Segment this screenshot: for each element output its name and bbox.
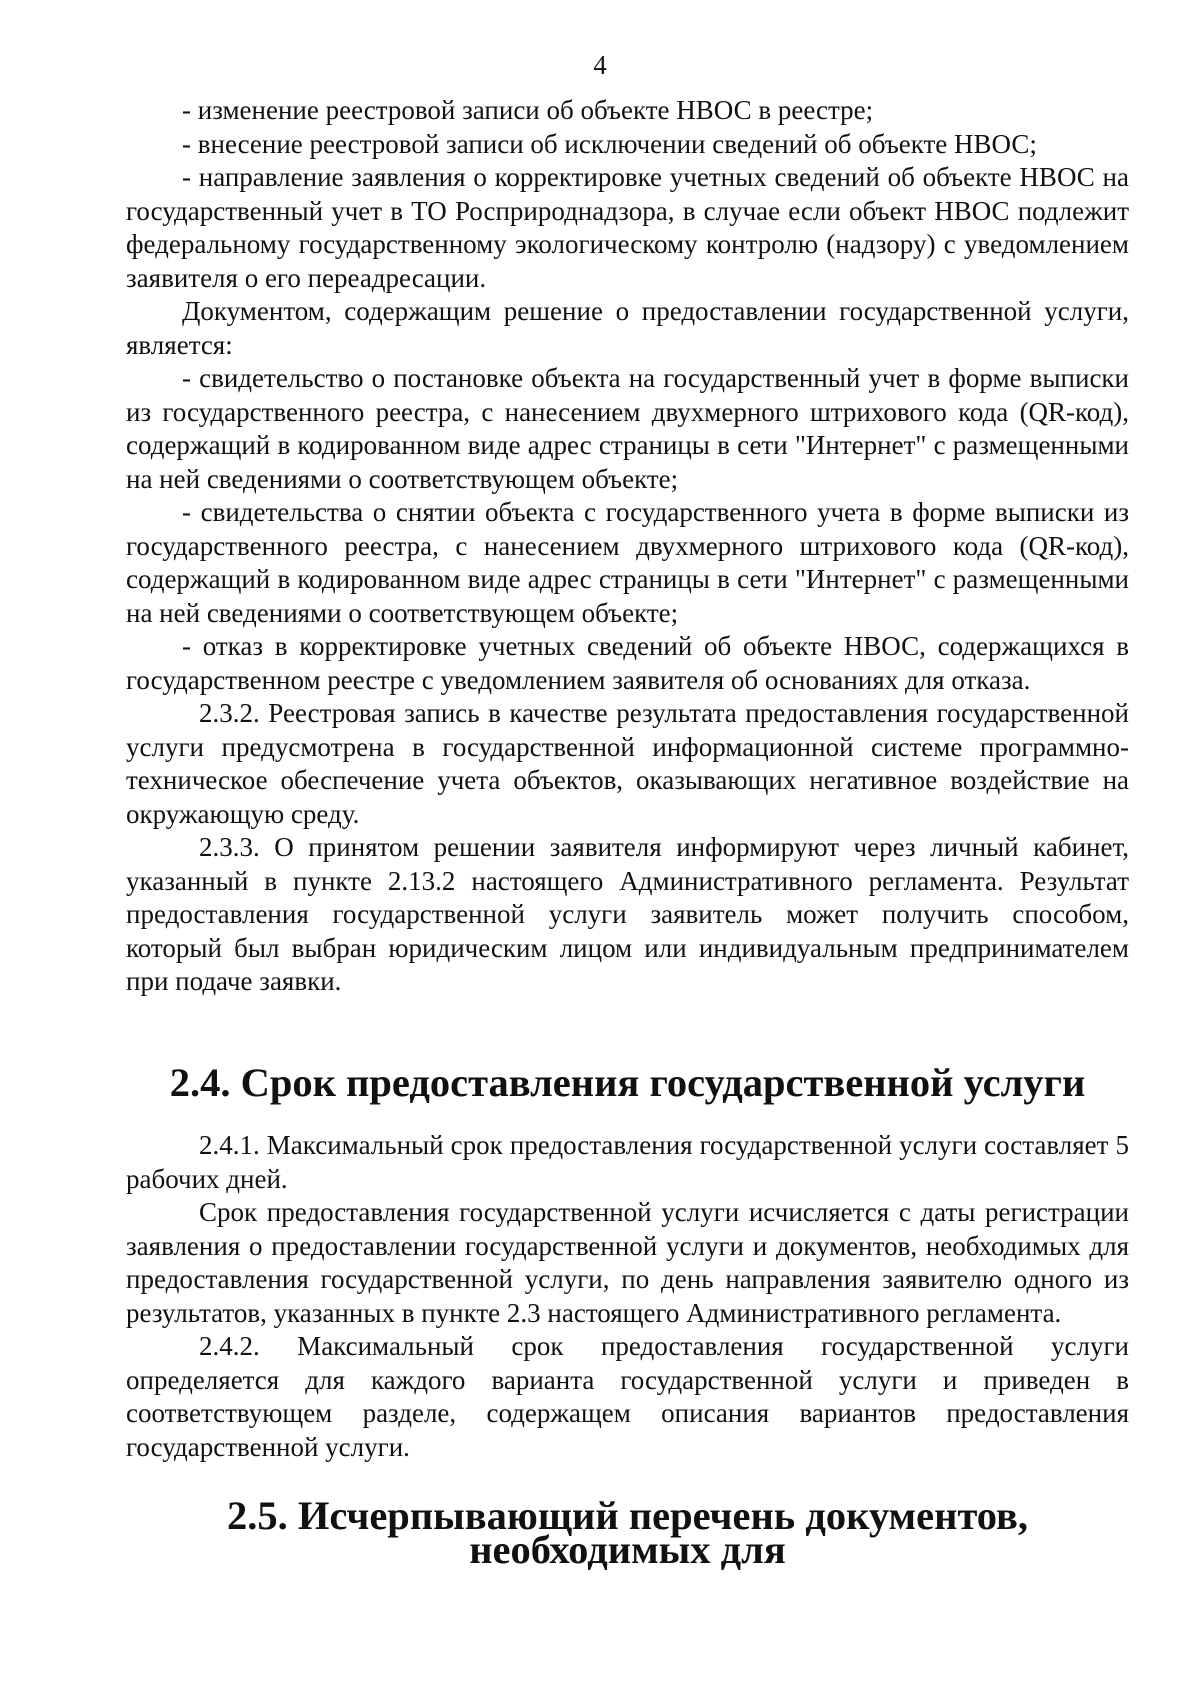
paragraph-term-calculation: Срок предоставления государственной услуги исчисляется с даты регистрации заявления о предоставлении государственной услуги и документов, необходимых для предоставления государственной услуги, по день направления заявителю одного из результатов, указанных в пункте 2.3 настоящего Административного регламента. bbox=[126, 1197, 1129, 1328]
section-gap bbox=[126, 999, 1129, 1066]
paragraph-correction-request: - направление заявления о корректировке учетных сведений об объекте НВОС на государственный учет в ТО Росприроднадзора, в случае если объект НВОС подлежит федеральному государственному экологическому контролю (надзору) с уведомлением заявителя о его переадресации. bbox=[126, 162, 1129, 293]
paragraph-correction-refusal: - отказ в корректировке учетных сведений об объекте НВОС, содержащихся в государственном реестре с уведомлением заявителя об основаниях для отказа. bbox=[126, 631, 1129, 695]
paragraph-registry-change: - изменение реестровой записи об объекте НВОС в реестре; bbox=[182, 95, 874, 125]
paragraph-registry-exclusion: - внесение реестровой записи об исключении сведений об объекте НВОС; bbox=[182, 128, 1037, 159]
paragraph-decision-document: Документом, содержащим решение о предоставлении государственной услуги, является: bbox=[126, 296, 1129, 360]
paragraph-2-3-3: 2.3.3. О принятом решении заявителя информируют через личный кабинет, указанный в пункте 2.13.2 настоящего Административного регламента. Результат предоставления государственной услуги заявитель может получить способом, который был выбран юридическим лицом или индивидуальным предпринимателем при подаче заявки. bbox=[126, 832, 1129, 996]
page-number: 4 bbox=[593, 50, 607, 80]
paragraph-registration-certificate: - свидетельство о постановке объекта на государственный учет в форме выписки из государственного реестра, с нанесением двухмерного штрихового кода (QR-код), содержащий в кодированном виде адрес страницы в сети "Интернет" с размещенными на ней сведениями о соответствующем объекте; bbox=[126, 363, 1129, 494]
section-heading-2-4: 2.4. Срок предоставления государственной услуги bbox=[169, 1059, 1086, 1105]
paragraph-2-4-2: 2.4.2. Максимальный срок предоставления государственной услуги определяется для каждого варианта государственной услуги и приведен в соответствующем разделе, содержащем описания вариантов предоставления государственной услуги. bbox=[126, 1331, 1129, 1462]
paragraph-2-4-1: 2.4.1. Максимальный срок предоставления государственной услуги составляет 5 рабочих дней. bbox=[126, 1130, 1129, 1194]
paragraph-2-3-2: 2.3.2. Реестровая запись в качестве результата предоставления государственной услуги предусмотрена в государственной информационной системе программно-техническое обеспечение учета объектов, оказывающих негативное воздействие на окружающую среду. bbox=[126, 698, 1129, 829]
paragraph-deregistration-certificate: - свидетельства о снятии объекта с государственного учета в форме выписки из государственного реестра, с нанесением двухмерного штрихового кода (QR-код), содержащий в кодированном виде адрес страницы в сети "Интернет" с размещенными на ней сведениями о соответствующем объекте; bbox=[126, 497, 1129, 628]
document-body bbox=[126, 94, 1129, 1572]
section-heading-2-5: 2.5. Исчерпывающий перечень документов, необходимых для bbox=[226, 1493, 1029, 1572]
